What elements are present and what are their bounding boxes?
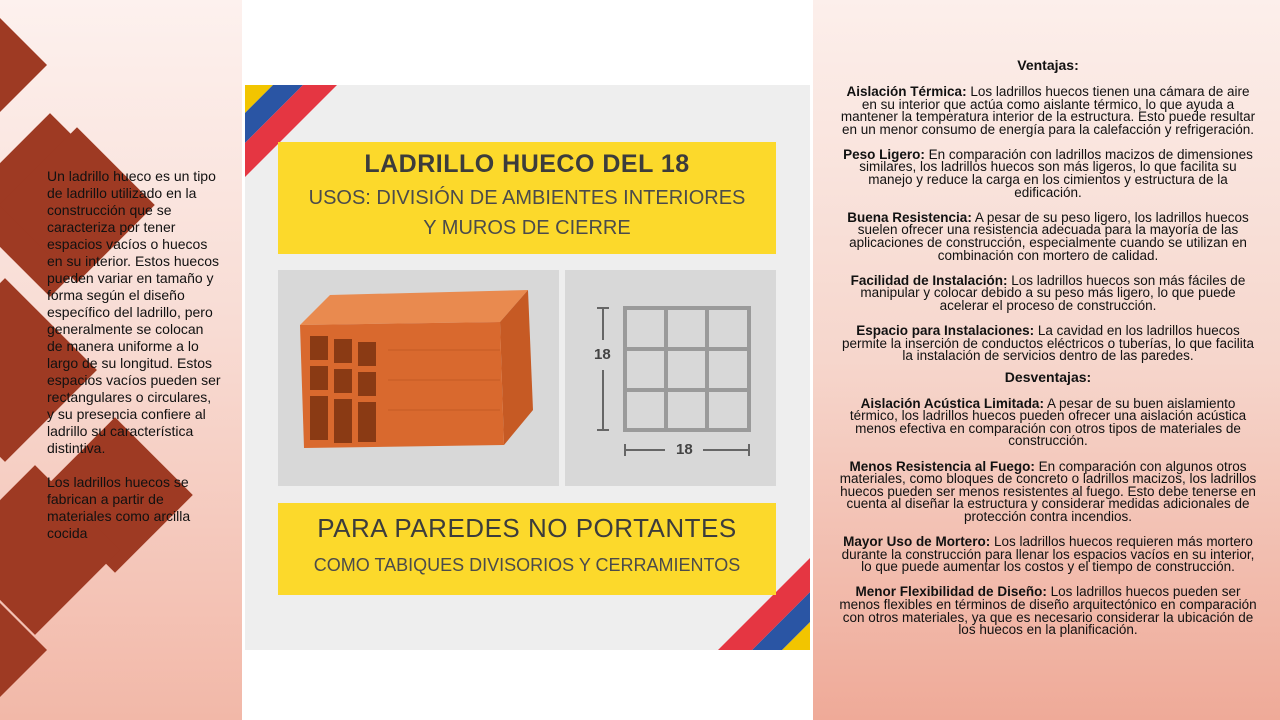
intro-paragraph-1: Un ladrillo hueco es un tipo de ladrillo utilizado en la construcción que se caracteriza por tener espacios vacíos o huecos en su interior. Estos huecos pueden variar en tamaño y forma según el diseño específico del ladrillo, pero generalmente se colocan de manera uniforme a lo largo de su longitud. Estos espacios vacíos pueden ser rectangulares o circulares, y su presencia confiere al ladrillo su característica distintiva. <box>47 168 221 456</box>
right-panel <box>813 0 1280 720</box>
intro-paragraph-2: Los ladrillos huecos se fabrican a partir de materiales como arcilla cocida <box>47 474 191 541</box>
dimension-height-label: 18 <box>594 346 611 363</box>
decor-triangle-bottom <box>0 603 47 697</box>
title-box <box>278 142 776 254</box>
disadvantages-title: Desventajas: <box>1004 368 1092 385</box>
dimension-diagram-panel <box>565 270 776 486</box>
disadvantage-item: Menos Resistencia al Fuego: En comparación con algunos otros materiales, como bloques de concreto o ladrillos macizos, los ladrillos huecos pueden ser menos resistentes al fuego. Esto debe tenerse en cuenta al diseñar la estructura y considerar medidas adicionales de protección contra incendios. <box>839 458 1257 524</box>
brick-photo-panel <box>278 270 559 486</box>
brick-infographic <box>245 85 810 650</box>
uses-line-2: Y MUROS DE CIERRE <box>423 217 631 239</box>
bottom-subtitle: COMO TABIQUES DIVISORIOS Y CERRAMIENTOS <box>313 555 741 575</box>
disadvantage-item: Mayor Uso de Mortero: Los ladrillos huecos requieren más mortero durante la construcción para llenar los espacios vacíos en su interior, lo que puede aumentar los costos y el tiempo de construcción. <box>841 534 1255 575</box>
title-text: LADRILLO HUECO DEL 18 <box>364 150 690 178</box>
dimension-width-label: 18 <box>676 441 693 458</box>
advantage-item: Buena Resistencia: A pesar de su peso ligero, los ladrillos huecos suelen ofrecer una resistencia adecuada para la mayoría de las aplicaciones de construcción, especialmente cuando se utilizan en combinación con mortero de calidad. <box>847 209 1249 263</box>
disadvantage-item: Menor Flexibilidad de Diseño: Los ladrillos huecos pueden ser menos flexibles en términos de diseño arquitectónico en comparación con otros materiales, ya que es necesario considerar la ubicación de los huecos en la planificación. <box>839 584 1257 638</box>
uses-line-1: USOS: DIVISIÓN DE AMBIENTES INTERIORES <box>308 187 746 209</box>
intro-text <box>47 168 222 559</box>
advantage-item: Espacio para Instalaciones: La cavidad en los ladrillos huecos permite la inserción de conductos eléctricos o tuberías, lo que facilita la instalación de servicios dentro de las paredes. <box>842 322 1254 364</box>
disadvantage-item: Aislación Acústica Limitada: A pesar de su buen aislamiento térmico, los ladrillos huecos pueden ofrecer una aislación acústica menos efectiva en comparación con otros tipos de materiales de construcción. <box>849 395 1247 449</box>
advantage-item: Facilidad de Instalación: Los ladrillos huecos son más fáciles de manipular y colocar debido a su peso más ligero, lo que puede acelerar el proceso de construcción. <box>850 272 1246 313</box>
advantage-item: Peso Ligero: En comparación con ladrillos macizos de dimensiones similares, los ladrillos huecos son más ligeros, lo que facilita su manejo y reduce la carga en los cimientos y estructura de la edificación. <box>843 146 1253 200</box>
bottom-title: PARA PAREDES NO PORTANTES <box>317 513 737 543</box>
hollow-brick-icon <box>278 270 559 486</box>
advantages-title: Ventajas: <box>1017 57 1079 73</box>
pros-cons-text <box>838 57 1258 649</box>
bottom-box <box>278 503 776 595</box>
grid-diagram-icon <box>565 270 776 486</box>
decor-triangle-top <box>0 18 47 112</box>
advantage-item: Aislación Térmica: Los ladrillos huecos tienen una cámara de aire en su interior que actúa como aislante térmico, lo que ayuda a mantener la temperatura interior de la estructura. Esto puede resultar en un menor consumo de energía para la calefacción y refrigeración. <box>840 84 1256 137</box>
left-panel <box>0 0 242 720</box>
